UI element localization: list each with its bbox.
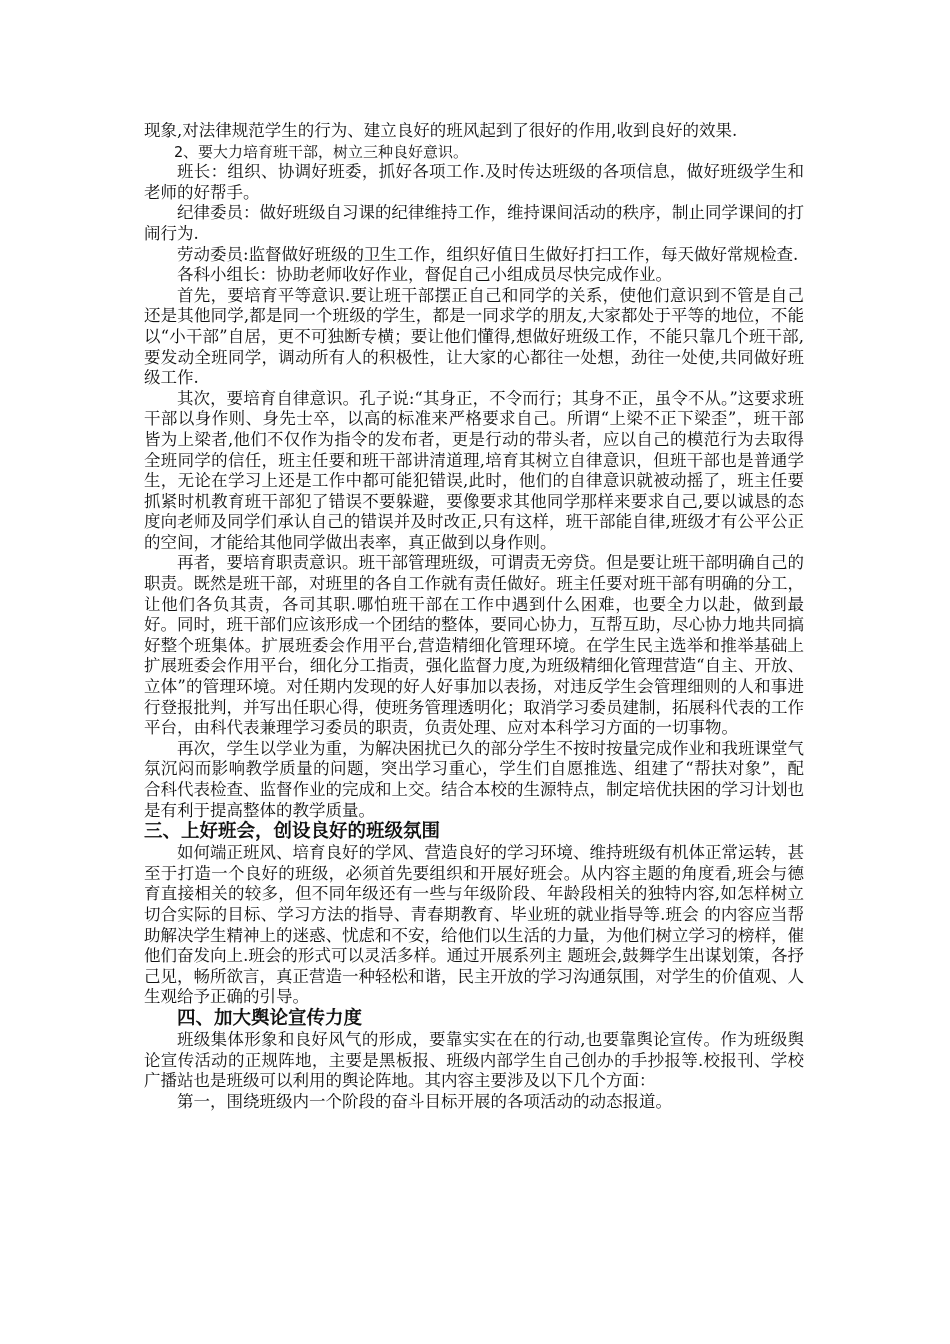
paragraph-monitor: 班长：组织、协调好班委，抓好各项工作.及时传达班级的各项信息，做好班级学生和老师的好帮手。 <box>144 162 804 202</box>
paragraph-study: 再次，学生以学业为重，为解决困扰已久的部分学生不按时按量完成作业和我班课堂气氛沉闷而影响教学质量的问题，突出学习重心，学生们自愿推选、组建了“帮扶对象”，配合科代表检查、监督作业的完成和上交。结合本校的生源特点，制定培优扶困的学习计划也是有利于提高整体的教学质量。 <box>144 738 804 820</box>
document-body <box>144 121 804 1112</box>
paragraph-responsibility: 再者，要培育职责意识。班干部管理班级，可谓责无旁贷。但是要让班干部明确自己的职责。既然是班干部，对班里的各自工作就有责任做好。班主任要对班干部有明确的分工，让他们各负其责，各司其职.哪怕班干部在工作中遇到什么困难，也要全力以赴，做到最好。同时，班干部们应该形成一个团结的整体，要同心协力，互帮互助，尽心协力地共同搞好整个班集体。扩展班委会作用平台,营造精细化管理环境。在学生民主选举和推举基础上扩展班委会作用平台，细化分工指责，强化监督力度,为班级精细化管理营造“自主、开放、立体”的管理环境。对任期内发现的好人好事加以表扬，对违反学生会管理细则的人和事进行登报批判，并写出任职心得，使班务管理透明化；取消学习委员建制，拓展科代表的工作平台，由科代表兼理学习委员的职责，负责处理、应对本科学习方面的一切事物。 <box>144 553 804 738</box>
paragraph-labor: 劳动委员:监督做好班级的卫生工作，组织好值日生做好打扫工作，每天做好常规检查. <box>177 244 799 264</box>
section-heading-publicity: 四、加大舆论宣传力度 <box>177 1007 363 1029</box>
paragraph-group-leader: 各科小组长：协助老师收好作业，督促自己小组成员尽快完成作业。 <box>177 265 672 285</box>
sub-heading-cadres: 2、要大力培育班干部，树立三种良好意识。 <box>174 142 469 161</box>
paragraph-publicity: 班级集体形象和良好风气的形成，要靠实实在在的行动,也要靠舆论宣传。作为班级舆论宣传活动的正规阵地，主要是黑板报、班级内部学生自己创办的手抄报等.校报刊、学校广播站也是班级可以利用的舆论阵地。其内容主要涉及以下几个方面： <box>144 1029 804 1091</box>
paragraph-intro: 现象,对法律规范学生的行为、建立良好的班风起到了很好的作用,收到良好的效果. <box>144 121 738 140</box>
paragraph-self-discipline: 其次，要培育自律意识。孔子说:“其身正，不令而行；其身不正，虽令不从。”这要求班干部以身作则、身先士卒，以高的标准来严格要求自己。所谓“上梁不正下梁歪”，班干部皆为上梁者,他们不仅作为指令的发布者，更是行动的带头者，应以自己的模范行为去取得全班同学的信任，班主任要和班干部讲清道理,培育其树立自律意识，但班干部也是普通学生，无论在学习上还是工作中都可能犯错误,此时，他们的自律意识就被动摇了，班主任要抓紧时机教育班干部犯了错误不要躲避，要像要求其他同学那样来要求自己,要以诚恳的态度向老师及同学们承认自己的错误并及时改正,只有这样，班干部能自律,班级才有公平公正的空间，才能给其他同学做出表率，真正做到以身作则。 <box>144 388 804 552</box>
paragraph-class-meeting: 如何端正班风、培育良好的学风、营造良好的学习环境、维持班级有机体正常运转，甚至于打造一个良好的班级，必须首先要组织和开展好班会。从内容主题的角度看,班会与德育直接相关的较多，但不同年级还有一些与年级阶段、年龄段相关的独特内容,如怎样树立切合实际的目标、学习方法的指导、青春期教育、毕业班的就业指导等.班会 的内容应当帮助解决学生精神上的迷惑、忧虑和不安，给他们以生活的力量，为他们树立学习的榜样，催他们奋发向上.班会的形式可以灵活多样。通过开展系列主 题班会,鼓舞学生出谋划策，各抒己见，畅所欲言，真正营造一种轻松和谐，民主开放的学习沟通氛围，对学生的价值观、人生观给予正确的引导。 <box>144 843 804 1007</box>
paragraph-discipline: 纪律委员：做好班级自习课的纪律维持工作，维持课间活动的秩序，制止同学课间的打闹行为. <box>144 203 804 243</box>
paragraph-equality: 首先，要培育平等意识.要让班干部摆正自己和同学的关系，使他们意识到不管是自己还是其他同学,都是同一个班级的学生，都是一同求学的朋友,大家都处于平等的地位，不能以“小干部”自居，更不可独断专横；要让他们懂得,想做好班级工作，不能只靠几个班干部,要发动全班同学，调动所有人的积极性，让大家的心都往一处想，劲往一处使,共同做好班级工作. <box>144 285 804 388</box>
paragraph-first-point: 第一，围绕班级内一个阶段的奋斗目标开展的各项活动的动态报道。 <box>177 1091 672 1111</box>
section-heading-class-meeting: 三、上好班会，创设良好的班级氛围 <box>144 821 441 843</box>
